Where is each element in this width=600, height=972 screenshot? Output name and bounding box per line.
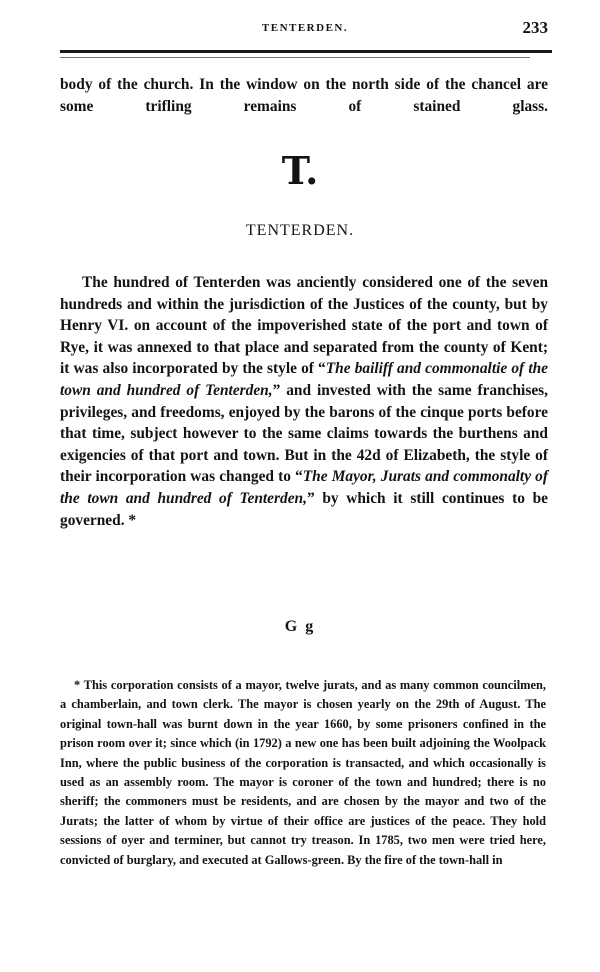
- page-number: 233: [522, 18, 548, 37]
- signature-mark: G g: [284, 618, 316, 635]
- continuation-text: body of the church. In the window on the north side of the chancel are some trifling remains of stained glass.: [60, 76, 548, 115]
- main-italic-1: The bailiff and commonaltie of the town and hundred of Tenterden,: [60, 360, 548, 399]
- section-letter: T.: [281, 148, 319, 193]
- header-rule-thin: [60, 57, 530, 58]
- main-text-part2: ” and invested with the same franchises, privileges, and freedoms, enjoyed by the barons of the cinque ports before that time, subject however to the same claims towards the burthens and exigencies of that port and town. But in the 42d of Elizabeth, the style of their incorporation was changed to “: [60, 381, 548, 486]
- footnote: [60, 676, 546, 870]
- continuation-paragraph: [60, 74, 548, 117]
- main-italic-2: The Mayor, Jurats and commonalty of the town and hundred of Tenterden,: [60, 468, 548, 507]
- main-text-part1: The hundred of Tenterden was anciently considered one of the seven hundreds and within the jurisdiction of the Justices of the county, but by Henry VI. on account of the impoverished state of the port and town of Rye, it was annexed to that place and separated from the county of Kent; it was also incorporated by the style of “: [60, 274, 548, 378]
- main-paragraph: [60, 272, 548, 531]
- main-text-part3: ” by which it still continues to be governed. *: [60, 489, 548, 529]
- footnote-text: * This corporation consists of a mayor, twelve jurats, and as many common councilmen, a chamberlain, and town clerk. The mayor is chosen yearly on the 29th of August. The original town-hall was burnt down in the year 1660, by some prisoners confined in the prison room over it; since which (in 1792) a new one has been built adjoining the Woolpack Inn, where the public business of the corporation is transacted, and which occasionally is used as an assembly room. The mayor is coroner of the town and hundred; there is no sheriff; the commoners must be residents, and are chosen by the mayor and two of the Jurats; the latter of whom by virtue of their office are justices of the peace. They hold sessions of oyer and terminer, but cannot try treason. In 1785, two men were tried here, convicted of burglary, and executed at Gallows-green. By the fire of the town-hall in: [60, 678, 546, 867]
- running-head: TENTERDEN.: [261, 22, 349, 34]
- header-rule: [60, 50, 552, 53]
- section-title: TENTERDEN.: [245, 222, 355, 239]
- page-header: [60, 18, 550, 44]
